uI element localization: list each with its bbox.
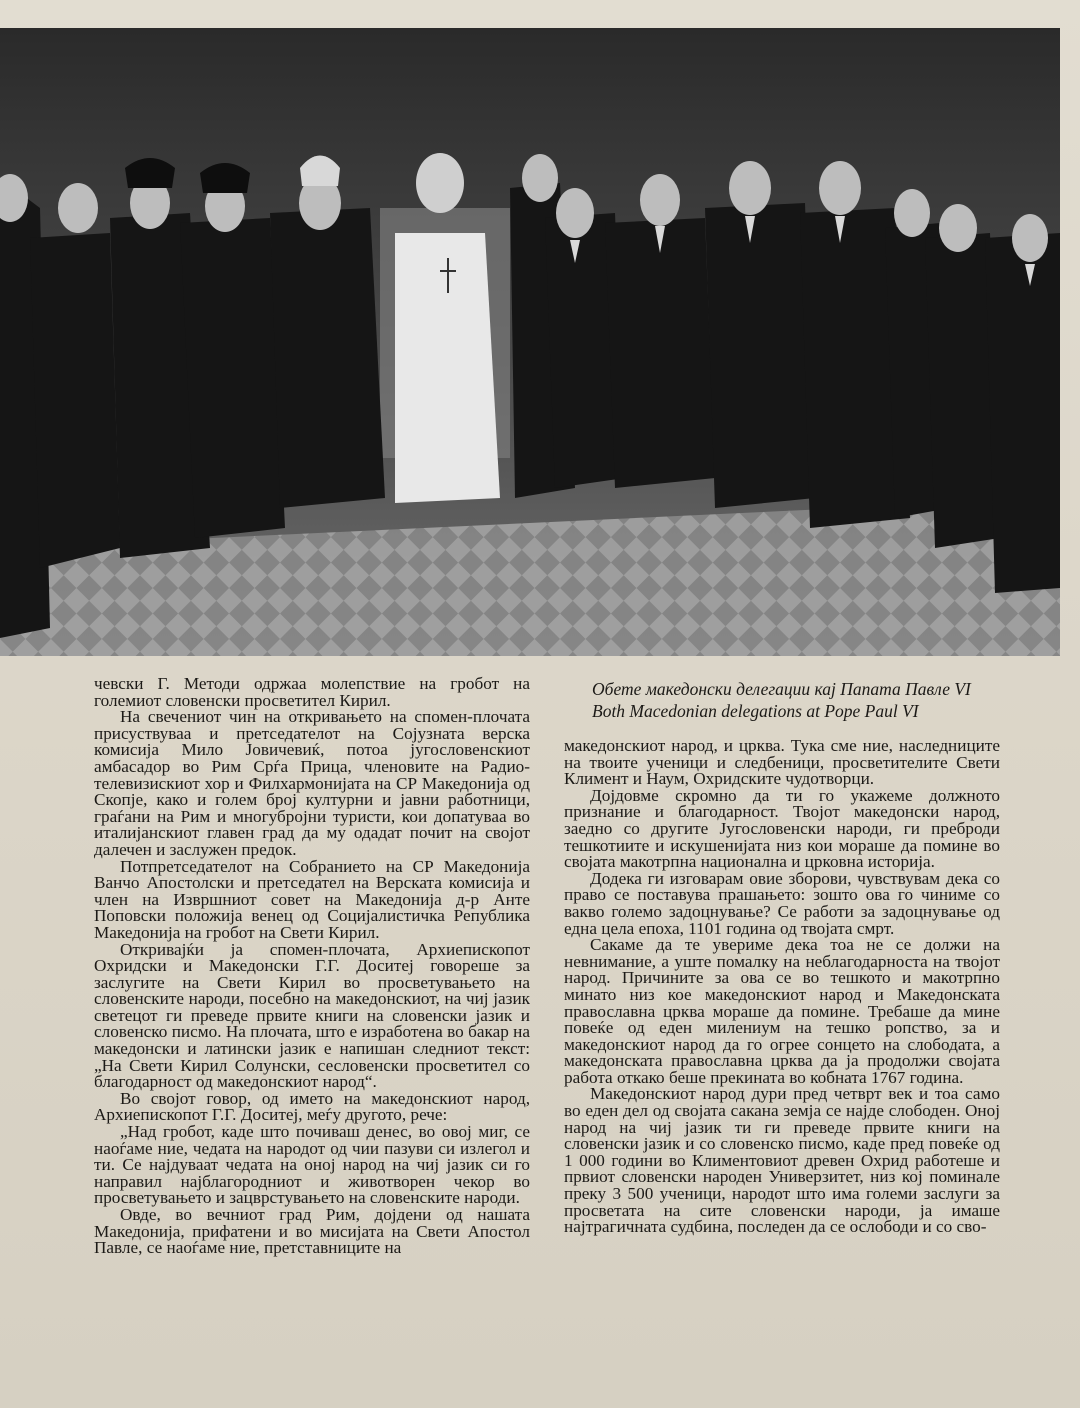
paragraph: чевски Г. Методи одржаа молепствие на гробот на големиот словенски просветител Кирил. <box>94 674 530 710</box>
delegation-photograph <box>0 28 1060 656</box>
paragraph: Дојдовме скромно да ти го укажеме должното признание и благодарност. Твојот македонски народ, заедно со другите Југословенски народи, ги преброди тешкотиите и искушенијата низ кои мораше да помине во својата макотрпна национална и црковна историја. <box>564 785 1000 872</box>
paragraph: Македонскиот народ дури пред четврт век и тоа само во еден дел од својата сакана земја се најде слободен. Оној народ на чиј јазик ти ги преведе првите книги на словенски јазик и со словенско писмо, каде пред повеќе од 1 000 години во Климентовиот древен Охрид работеше и првиот словенски народен Универзитет, низ кој поминале преку 3 500 ученици, народот што има големи заслуги за просветата на сите словенски народи, ја имаше најтрагичната судбина, последен да се ослободи и со сво- <box>564 1084 1000 1237</box>
paragraph: македонскиот народ, и црква. Тука сме ние, наследниците на твоите ученици и следбеници, просветителите Свети Климент и Наум, Охридските чудотворци. <box>564 736 1000 789</box>
photo-caption <box>592 678 1052 722</box>
caption-english: Both Macedonian delegations at Pope Paul VI <box>592 701 919 721</box>
paragraph: Додека ги изговарам овие зборови, чувствувам дека со право се поставува прашањето: зошто ова го чиниме со вакво големо задоцнување? Се работи за задоцнување од една цела епоха, 1101 година од твојата смрт. <box>564 868 1000 938</box>
paragraph: Сакаме да те увериме дека тоа не се должи на невнимание, а уште помалку на неблагодарноста на твојот народ. Причините за ова се во тешкото и макотрпно минато низ кое македонскиот народ и Македонската православна црква мораше да помине. Требаше да мине повеќе од еден милениум на тешко ропство, за и македонскиот народ да го огрее сонцето на слободата, а македонската православна црква да ја продолжи својата работа откако беше прекината во кобната 1767 година. <box>564 935 1000 1087</box>
paragraph: Откривајќи ја спомен-плочата, Архиепископот Охридски и Македонски Г.Г. Доситеј говореше за заслугите на Свети Кирил во просветувањето на словенските народи, посебно на македонскиот, на чиј јазик светецот ги преведе првите книги на словенски јазик и словенско писмо. На плочата, што е изработена во бакар на македонски и латински јазик е напишан следниот текст: „На Свети Кирил Солунски, сесловенски просветител со благодарност од македонскиот народ“. <box>94 939 530 1092</box>
paragraph: Во својот говор, од името на македонскиот народ, Архиепископот Г.Г. Доситеј, меѓу другото, рече: <box>94 1088 530 1125</box>
article-column-left <box>94 676 530 1257</box>
caption-macedonian: Обете македонски делегации кај Папата Павле VI <box>592 679 971 699</box>
paragraph: Потпретседателот на Собранието на СР Македонија Ванчо Апостолски и претседател на Верската комисија и член на Извршниот совет на Македонија д-р Анте Поповски положија венец од Социјалистичка Република Македонија на гробот на Свети Кирил. <box>94 856 530 942</box>
paragraph: „Над гробот, каде што почиваш денес, во овој миг, се наоѓаме ние, чедата на народот од чии пазуви си излегол и ти. Се најдуваат чедата на оној народ на чиј јазик си го направил најблагородниот и животворен чекор во просветувањето и зацврстувањето на словенските народи. <box>94 1122 530 1208</box>
article-column-right <box>564 738 1000 1236</box>
paragraph: Овде, во вечниот град Рим, дојдени од нашата Македонија, прифатени и во мисијата на Свети Апостол Павле, се наоѓаме ние, претставниците на <box>94 1205 530 1258</box>
photograph-icon <box>0 28 1060 656</box>
paragraph: На свечениот чин на откривањето на спомен-плочата присуствуваа и претседателот на Сојузната верска комисија Мило Јовичевиќ, потоа југословенскиот амбасадор во Рим Срѓа Прица, членовите на Радио-телевизискиот хор и Филхармонијата на СР Македонија од Скопје, како и голем број културни и јавни работници, граѓани на Рим и многубројни туристи, кои допатуваа во италијанскиот главен град да му одадат почит на својот далечен и заслужен предок. <box>94 707 530 859</box>
